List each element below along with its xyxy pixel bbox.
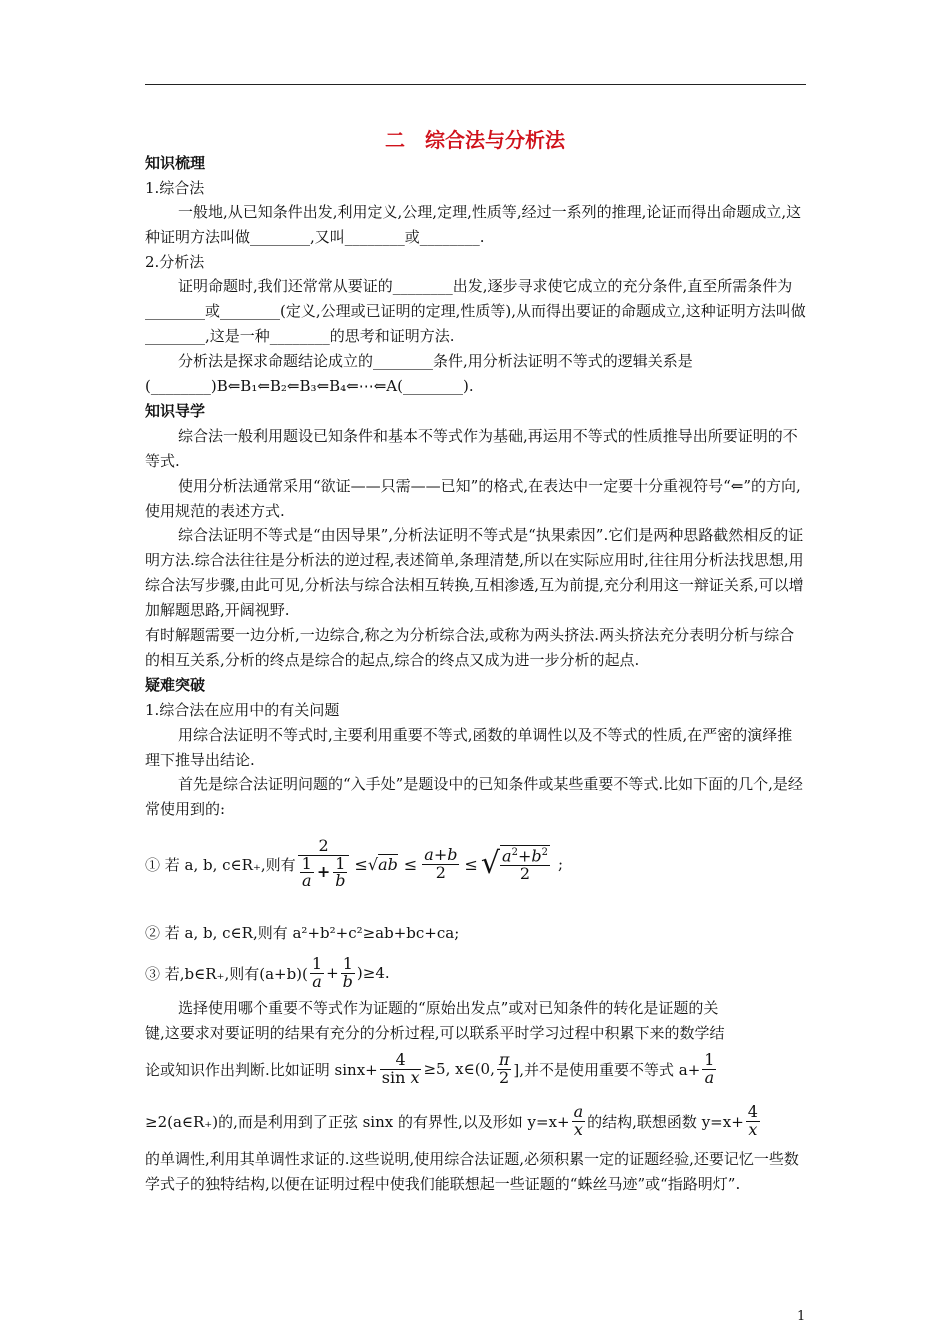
paragraph-difficulty-3-line4: ≥2(a∈R₊)的,而是利用到了正弦 sinx 的有界性,以及形如 y=x+ $\frac{a}{x}$ 的结构,联想函数 y=x+ $\frac{4}{x}$ (145, 1101, 758, 1139)
formula-3: ③ 若,b∈R₊,则有(a+b)( $\frac{1}{a}$ + $\frac{1}{b}$ )≥4. (145, 953, 390, 991)
paragraph-guide-1: 综合法一般利用题设已知条件和基本不等式作为基础,再运用不等式的性质推导出所要证明的不等式. (145, 427, 798, 470)
header-rule (145, 84, 806, 85)
section-heading-difficulties: 疑难突破 (145, 676, 206, 694)
paragraph-analysis: 证明命题时,我们还常常从要证的________出发,逐步寻求使它成立的充分条件,直至所需条件为________或________(定义,公理或已证明的定理,性质等),从而得出要证的命题成立,这种证明方法叫做________,这是一种________的思考和证明方法. (145, 277, 806, 345)
harmonic-mean: 2 $\frac{1}{a}$ + $\frac{1}{b}$ (298, 838, 350, 890)
subheading-synthesis-application: 1.综合法在应用中的有关问题 (145, 701, 340, 719)
paragraph-guide-2: 使用分析法通常采用“欲证——只需——已知”的格式,在表达中一定要十分重视符号“⇐”的方向,使用规范的表述方式. (145, 477, 801, 520)
paragraph-difficulty-3-line1: 选择使用哪个重要不等式作为证题的“原始出发点”或对已知条件的转化是证题的关 (178, 999, 719, 1017)
paragraph-analysis-logic: 分析法是探求命题结论成立的________条件,用分析法证明不等式的逻辑关系是(________)B⇐B₁⇐B₂⇐B₃⇐B₄⇐⋯⇐A(________). (145, 352, 693, 395)
subheading-synthesis: 1.综合法 (145, 179, 205, 197)
paragraph-guide-4: 有时解题需要一边分析,一边综合,称之为分析综合法,或称为两头挤法.两头挤法充分表明分析与综合的相互关系,分析的终点是综合的起点,综合的终点又成为进一步分析的起点. (145, 626, 795, 669)
formula-2: ② 若 a, b, c∈R,则有 a²+b²+c²≥ab+bc+ca; (145, 924, 460, 942)
paragraph-difficulty-3-line3: 论或知识作出判断.比如证明 sinx+ $\frac{4}{\text{sin x}}$ ≥5, x∈(0, $\frac{\pi}{2}$ ],并不是使用重要不等式 a+ $\frac{1}{a}$ (145, 1049, 715, 1087)
subheading-analysis: 2.分析法 (145, 253, 205, 271)
paragraph-difficulty-2: 首先是综合法证明问题的“入手处”是题设中的已知条件或某些重要不等式.比如下面的几个,是经常使用到的: (145, 775, 803, 818)
paragraph-synthesis: 一般地,从已知条件出发,利用定义,公理,定理,性质等,经过一系列的推理,论证而得出命题成立,这种证明方法叫做________,又叫________或________. (145, 203, 802, 246)
paragraph-guide-3: 综合法证明不等式是“由因导果”,分析法证明不等式是“执果索因”.它们是两种思路截然相反的证明方法.综合法往往是分析法的逆过程,表述简单,条理清楚,所以在实际应用时,往往用分析法找思想,用综合法写步骤,由此可见,分析法与综合法相互转换,互相渗透,互为前提,充分利用这一辩证关系,可以增加解题思路,开阔视野. (145, 526, 804, 619)
section-heading-knowledge-review: 知识梳理 (145, 154, 206, 172)
paragraph-difficulty-3-line2: 键,这要求对要证明的结果有充分的分析过程,可以联系平时学习过程中积累下来的数学结 (145, 1024, 725, 1042)
page-number: 1 (797, 1309, 806, 1324)
page-title: 二 综合法与分析法 (385, 128, 565, 152)
paragraph-difficulty-1: 用综合法证明不等式时,主要利用重要不等式,函数的单调性以及不等式的性质,在严密的演绎推理下推导出结论. (145, 726, 793, 769)
section-heading-knowledge-guide: 知识导学 (145, 402, 206, 420)
paragraph-difficulty-3-rest: 的单调性,利用其单调性求证的.这些说明,使用综合法证题,必须积累一定的证题经验,还要记忆一些数学式子的独特结构,以便在证明过程中使我们能联想起一些证题的“蛛丝马迹”或“指路明灯”. (145, 1150, 799, 1193)
formula-1: ① 若 a, b, c∈R₊,则有 2 $\frac{1}{a}$ + $\frac{1}{b}$ ≤√ab ≤ $\frac{a+b}{2}$ ≤ √ $\frac{a^2+b^2}{2}$ ; (145, 835, 564, 891)
